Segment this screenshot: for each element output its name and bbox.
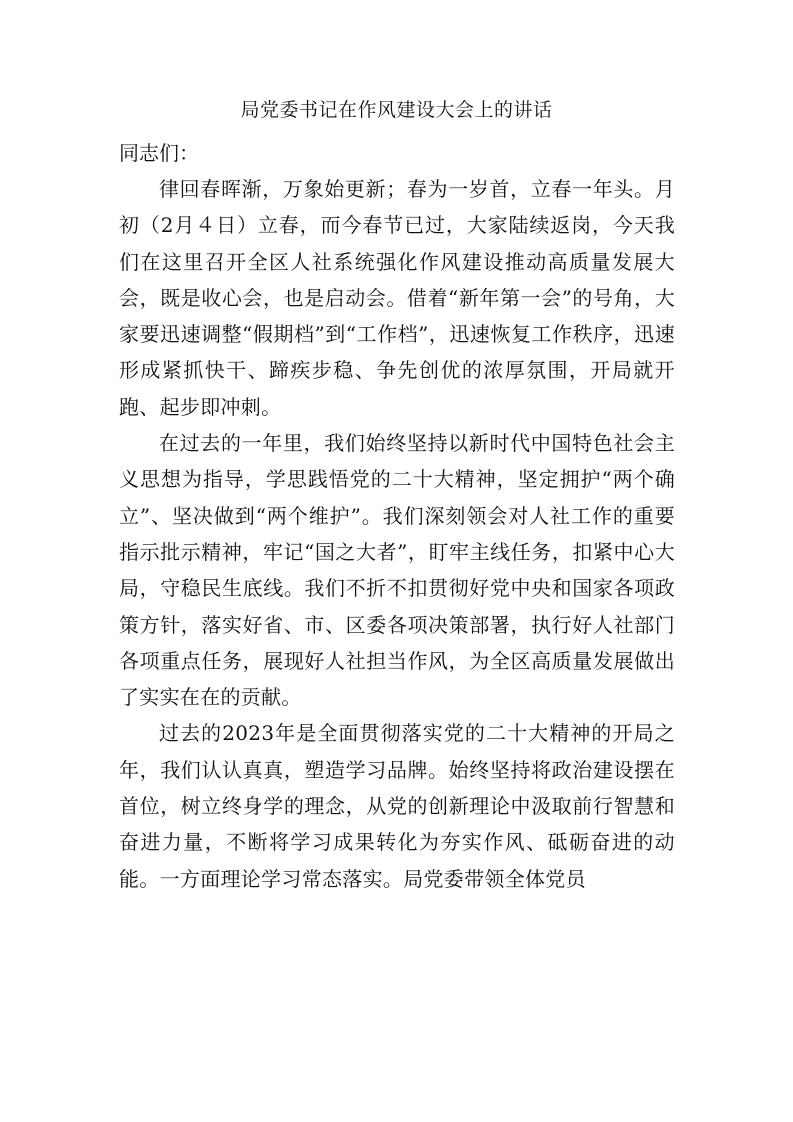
document-body — [119, 171, 675, 897]
salutation: 同志们： — [119, 141, 199, 165]
paragraph-opening: 律回春晖渐，万象始更新；春为一岁首，立春一年头。月初（2月４日）立春，而今春节已过，大家陆续返岗，今天我们在这里召开全区人社系统强化作风建设推动高质量发展大会，既是收心会，也是启动会。借着“新年第一会”的号角，大家要迅速调整“假期档”到“工作档”，迅速恢复工作秩序，迅速形成紧抓快干、蹄疾步稳、争先创优的浓厚氛围，开局就开跑、起步即冲刺。 — [119, 177, 675, 419]
paragraph-past-year: 在过去的一年里，我们始终坚持以新时代中国特色社会主义思想为指导，学思践悟党的二十大精神，坚定拥护“两个确立”、坚决做到“两个维护”。我们深刻领会对人社工作的重要指示批示精神，牢记“国之大者”，盯牢主线任务，扣紧中心大局，守稳民生底线。我们不折不扣贯彻好党中央和国家各项政策方针，落实好省、市、区委各项决策部署，执行好人社部门各项重点任务，展现好人社担当作风，为全区高质量发展做出了实实在在的贡献。 — [119, 431, 675, 710]
paragraph-2023: 过去的2023年是全面贯彻落实党的二十大精神的开局之年，我们认认真真，塑造学习品牌。始终坚持将政治建设摆在首位，树立终身学的理念，从党的创新理论中汲取前行智慧和奋进力量，不断将学习成果转化为夯实作风、砥砺奋进的动能。一方面理论学习常态落实。局党委带领全体党员 — [119, 721, 675, 891]
document-title: 局党委书记在作风建设大会上的讲话 — [240, 99, 553, 121]
